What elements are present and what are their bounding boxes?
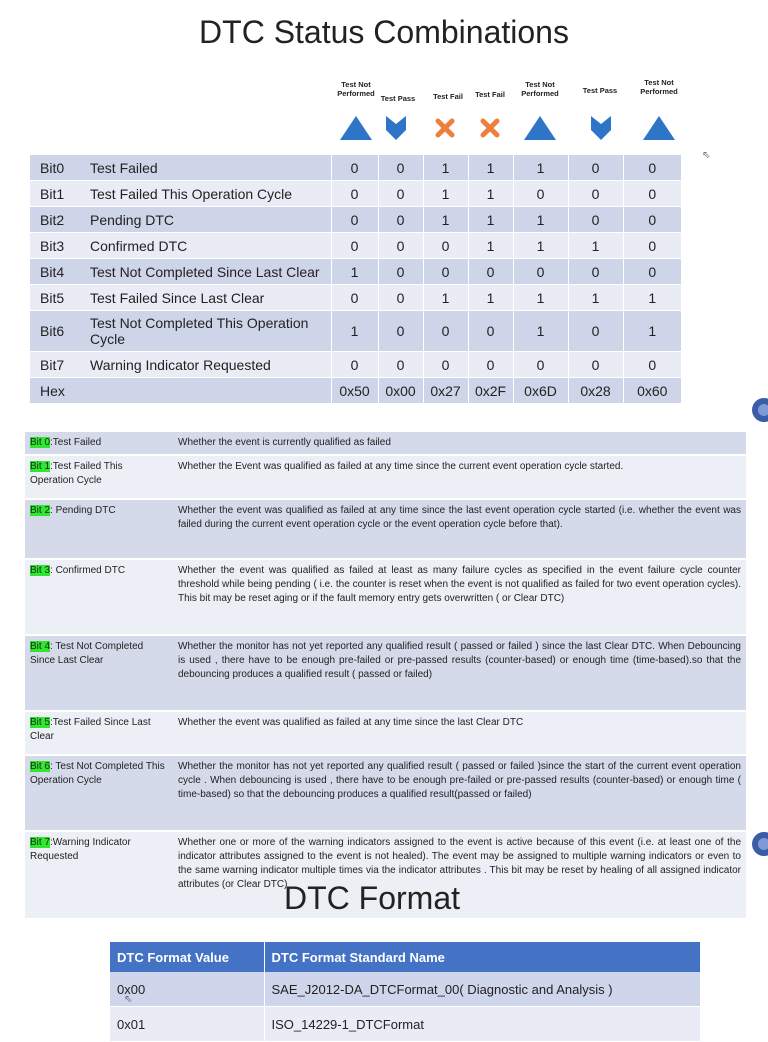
status-value: 0 [378, 352, 423, 378]
bit-highlight: Bit 6 [30, 761, 51, 772]
table-row [25, 559, 746, 635]
status-value: 0 [568, 259, 623, 285]
status-value: 1 [513, 311, 568, 352]
status-value: 1 [423, 285, 468, 311]
table-row [25, 499, 746, 559]
table-row [30, 285, 681, 311]
status-value: 0 [513, 259, 568, 285]
mouse-cursor-icon: ⇖ [124, 994, 133, 1005]
status-value: 1 [423, 181, 468, 207]
table-row [25, 455, 746, 499]
status-value: 0 [623, 155, 681, 181]
dtc-status-table [30, 155, 681, 404]
bit-name: Test Failed [86, 155, 331, 181]
column-header: Test Not Performed [640, 78, 678, 96]
bit-name: Test Not Completed Since Last Clear [86, 259, 331, 285]
status-value: 1 [513, 285, 568, 311]
bit-highlight: Bit 2 [30, 505, 51, 516]
bit-name: Test Not Completed Since Last Clear [30, 641, 144, 666]
status-value: 0 [623, 259, 681, 285]
status-value: 0 [378, 155, 423, 181]
bit-description-text: Whether the event was qualified as failed at any time since the last Clear DTC [173, 711, 746, 755]
bit-separator: : [50, 505, 56, 516]
status-value: 1 [468, 285, 513, 311]
status-value: 0 [468, 259, 513, 285]
column-header: Test Pass [380, 94, 416, 103]
status-value: 1 [623, 285, 681, 311]
table-row [25, 755, 746, 831]
bit-description-label [25, 711, 173, 755]
bit-description-text: Whether the Event was qualified as failed at any time since the current event operation cycle started. [173, 455, 746, 499]
bit-description-text: Whether the monitor has not yet reported any qualified result ( passed or failed )since the start of the current event operation cycle . When debouncing is used , there have to be enough pre-failed or pre-passed results (counter-based) or enough time ( time-based) so that the debouncing produces a qualified result(passed or failed) [173, 755, 746, 831]
bit-description-label [25, 559, 173, 635]
bit-label: Hex [30, 378, 86, 404]
status-value: 0 [468, 311, 513, 352]
bit-separator: : [50, 641, 56, 652]
bit-highlight: Bit 7 [30, 837, 51, 848]
column-header: Test Fail [475, 90, 505, 99]
status-value: 1 [513, 207, 568, 233]
status-value: 0 [568, 207, 623, 233]
status-value: 0 [423, 259, 468, 285]
column-header: Test Not Performed [521, 80, 559, 98]
x-mark-icon [472, 114, 508, 142]
status-value: 0 [378, 181, 423, 207]
status-value: 0x60 [623, 378, 681, 404]
bit-label: Bit2 [30, 207, 86, 233]
bit-name: Test Failed This Operation Cycle [30, 461, 123, 486]
status-value: 0 [623, 207, 681, 233]
status-value: 0 [568, 155, 623, 181]
table-row [30, 155, 681, 181]
status-value: 1 [331, 259, 378, 285]
bit-description-text: Whether the event was qualified as failed at any time since the last event operation cycle started (i.e. whether the event was failed during the current event operation cycle or the event operation cycle before that). [173, 499, 746, 559]
table-row [25, 635, 746, 711]
status-value: 0 [568, 311, 623, 352]
status-value: 0x28 [568, 378, 623, 404]
mouse-cursor-icon: ⇖ [702, 150, 711, 161]
bit-name: Test Failed Since Last Clear [86, 285, 331, 311]
status-value: 0 [423, 233, 468, 259]
status-value: 1 [468, 207, 513, 233]
bit-name: Pending DTC [86, 207, 331, 233]
dtc-format-table [110, 942, 701, 1042]
table-cell: 0x01 [110, 1007, 264, 1042]
bit-label: Bit5 [30, 285, 86, 311]
status-value: 0 [568, 181, 623, 207]
status-value: 0 [331, 155, 378, 181]
page-title: DTC Status Combinations [199, 14, 569, 50]
status-value: 1 [423, 155, 468, 181]
triangle-up-icon [338, 114, 374, 142]
bit-name: Test Failed [52, 437, 102, 448]
status-value: 0 [378, 207, 423, 233]
status-value: 1 [568, 233, 623, 259]
bit-description-text: Whether the event was qualified as failed at least as many failure cycles as specified in the event failure cycle counter threshold while being pending ( i.e. the counter is reset when the event is not qualified as failed for two event operation cycles). This bit may be reset aging or if the fault memory entry gets overwritten ( or Clear DTC) [173, 559, 746, 635]
bit-name: Confirmed DTC [55, 565, 126, 576]
bit-separator: : [50, 761, 56, 772]
bit-highlight: Bit 0 [30, 437, 51, 448]
bit-label: Bit7 [30, 352, 86, 378]
bit-description-label [25, 432, 173, 455]
status-value: 0 [623, 233, 681, 259]
bit-separator: : [50, 437, 53, 448]
bit-name: Test Failed Since Last Clear [30, 717, 151, 742]
status-value: 1 [423, 207, 468, 233]
column-header: Test Not Performed [337, 80, 375, 98]
status-value: 0 [468, 352, 513, 378]
table-row [30, 311, 681, 352]
bit-name: Pending DTC [55, 505, 116, 516]
status-value: 0 [331, 207, 378, 233]
bit-separator: : [50, 717, 53, 728]
status-value: 0 [331, 285, 378, 311]
status-value: 1 [513, 233, 568, 259]
table-row [30, 181, 681, 207]
bit-description-label [25, 499, 173, 559]
bit-label: Bit6 [30, 311, 86, 352]
table-row [110, 1007, 700, 1042]
bit-highlight: Bit 1 [30, 461, 51, 472]
chevron-down-icon [583, 114, 619, 142]
table-row [110, 972, 700, 1007]
status-value: 0 [331, 181, 378, 207]
x-mark-icon [427, 114, 463, 142]
section-title: DTC Format [284, 880, 460, 916]
status-value: 0 [623, 181, 681, 207]
bit-name: Warning Indicator Requested [30, 837, 131, 862]
table-row [30, 259, 681, 285]
presenter-logo-icon [748, 830, 768, 862]
bit-name: Confirmed DTC [86, 233, 331, 259]
status-value: 0 [378, 285, 423, 311]
table-row [30, 207, 681, 233]
status-value: 0 [513, 181, 568, 207]
status-value: 0 [423, 352, 468, 378]
bit-description-text: Whether one or more of the warning indicators assigned to the event is active because of this event (i.e. at least one of the indicator attributes assigned to the event is not healed). The event may be assigned to multiple warning indicators or even to the same warning indicator multiple times via the indicator attributes . This bit may be reset by healing of all assigned indicator attributes (or Clear DTC) [173, 831, 746, 919]
status-value: 0x50 [331, 378, 378, 404]
status-value: 1 [568, 285, 623, 311]
column-header: Test Pass [582, 86, 618, 95]
status-value: 0x6D [513, 378, 568, 404]
status-value: 0 [513, 352, 568, 378]
status-value: 1 [468, 181, 513, 207]
status-value: 0 [331, 233, 378, 259]
bit-name: Warning Indicator Requested [86, 352, 331, 378]
bit-description-text: Whether the event is currently qualified as failed [173, 432, 746, 455]
status-value: 0x27 [423, 378, 468, 404]
column-header: DTC Format Standard Name [264, 942, 700, 972]
status-value: 0x00 [378, 378, 423, 404]
table-cell: ISO_14229-1_DTCFormat [264, 1007, 700, 1042]
table-row [30, 233, 681, 259]
bit-name: Test Failed This Operation Cycle [86, 181, 331, 207]
bit-separator: : [50, 837, 53, 848]
bit-label: Bit3 [30, 233, 86, 259]
bit-separator: : [50, 461, 53, 472]
triangle-up-icon [522, 114, 558, 142]
bit-label: Bit0 [30, 155, 86, 181]
status-value: 0 [423, 311, 468, 352]
table-cell: SAE_J2012-DA_DTCFormat_00( Diagnostic and Analysis ) [264, 972, 700, 1007]
status-value: 1 [331, 311, 378, 352]
bit-description-label [25, 455, 173, 499]
bit-label: Bit1 [30, 181, 86, 207]
status-value: 0x2F [468, 378, 513, 404]
bit-name: Test Not Completed This Operation Cycle [30, 761, 165, 786]
status-value: 1 [513, 155, 568, 181]
status-value: 0 [623, 352, 681, 378]
bit-highlight: Bit 5 [30, 717, 51, 728]
bit-description-label [25, 755, 173, 831]
bit-separator: : [50, 565, 56, 576]
chevron-down-icon [378, 114, 414, 142]
bit-name [86, 378, 331, 404]
presenter-logo-icon [748, 396, 768, 428]
status-value: 0 [568, 352, 623, 378]
table-row [30, 352, 681, 378]
status-value: 1 [468, 155, 513, 181]
column-header: DTC Format Value [110, 942, 264, 972]
bit-description-text: Whether the monitor has not yet reported any qualified result ( passed or failed ) since the last Clear DTC. When Debouncing is used , there have to be enough pre-failed or pre-passed results (counter-based) or enough time (time-based).so that the debouncing produces a qualified result ( passed or failed) [173, 635, 746, 711]
bit-label: Bit4 [30, 259, 86, 285]
table-row [25, 432, 746, 455]
bit-description-table [25, 432, 746, 920]
triangle-up-icon [641, 114, 677, 142]
status-value: 0 [331, 352, 378, 378]
table-cell: 0x00 [110, 972, 264, 1007]
bit-highlight: Bit 3 [30, 565, 51, 576]
bit-name: Test Not Completed This Operation Cycle [86, 311, 331, 352]
status-value: 0 [378, 311, 423, 352]
table-row [30, 378, 681, 404]
bit-highlight: Bit 4 [30, 641, 51, 652]
status-value: 1 [623, 311, 681, 352]
table-header-row [110, 942, 700, 972]
status-value: 0 [378, 233, 423, 259]
bit-description-label [25, 635, 173, 711]
table-row [25, 711, 746, 755]
column-header: Test Fail [433, 92, 463, 101]
status-value: 0 [378, 259, 423, 285]
status-value: 1 [468, 233, 513, 259]
